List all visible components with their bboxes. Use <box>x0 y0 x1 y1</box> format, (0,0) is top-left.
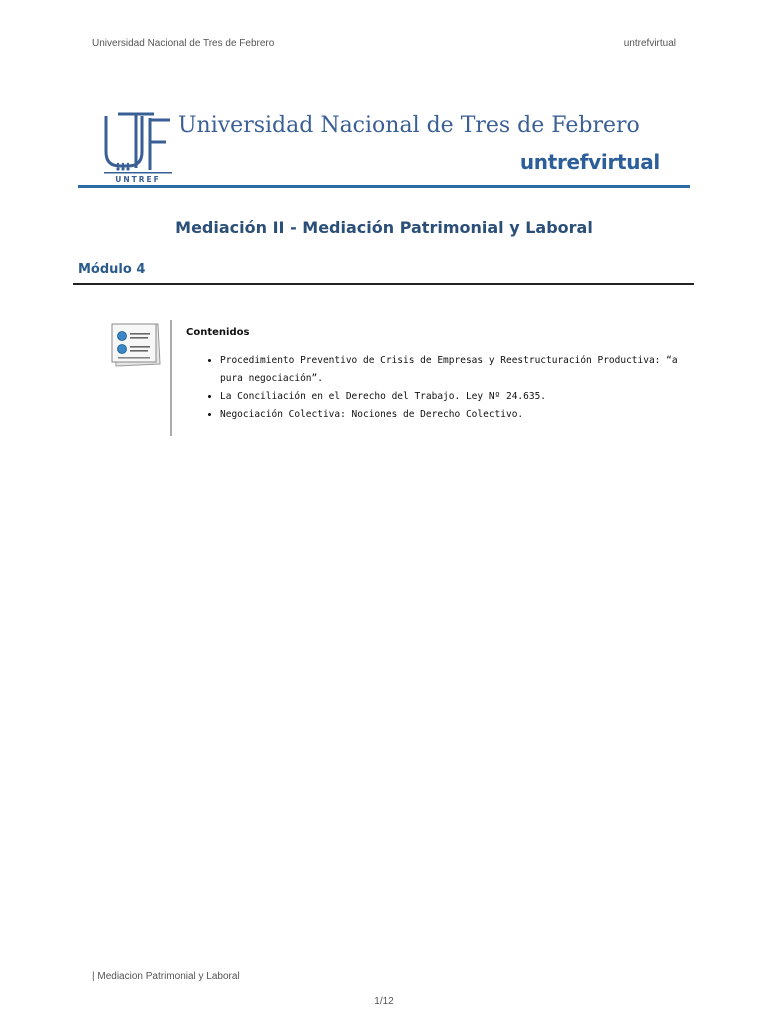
contents-divider <box>170 320 172 436</box>
page-number: 1/12 <box>374 996 394 1007</box>
logo-text: UNTREF <box>115 175 161 184</box>
course-title: Mediación II - Mediación Patrimonial y Laboral <box>175 218 593 237</box>
list-item: • La Conciliación en el Derecho del Trabajo. Ley Nº 24.635. <box>220 388 690 406</box>
untref-logo <box>102 108 174 184</box>
running-header <box>92 38 676 49</box>
university-name: Universidad Nacional de Tres de Febrero <box>178 113 640 138</box>
contents-list <box>200 352 690 424</box>
banner-divider <box>78 185 690 188</box>
list-item: • Procedimiento Preventivo de Crisis de Empresas y Reestructuración Productiva: “a pura negociación”. <box>220 352 690 388</box>
contents-heading: Contenidos <box>186 327 250 338</box>
contents-list-icon <box>110 322 162 368</box>
module-title: Módulo 4 <box>78 262 146 277</box>
header-left-text: Universidad Nacional de Tres de Febrero <box>92 38 275 49</box>
brand-name: untrefvirtual <box>519 150 660 174</box>
university-banner <box>78 100 690 190</box>
footer-course-label: | Mediacion Patrimonial y Laboral <box>92 971 240 982</box>
list-item: • Negociación Colectiva: Nociones de Derecho Colectivo. <box>220 406 690 424</box>
module-divider <box>73 283 694 285</box>
header-right-text: untrefvirtual <box>623 38 676 49</box>
